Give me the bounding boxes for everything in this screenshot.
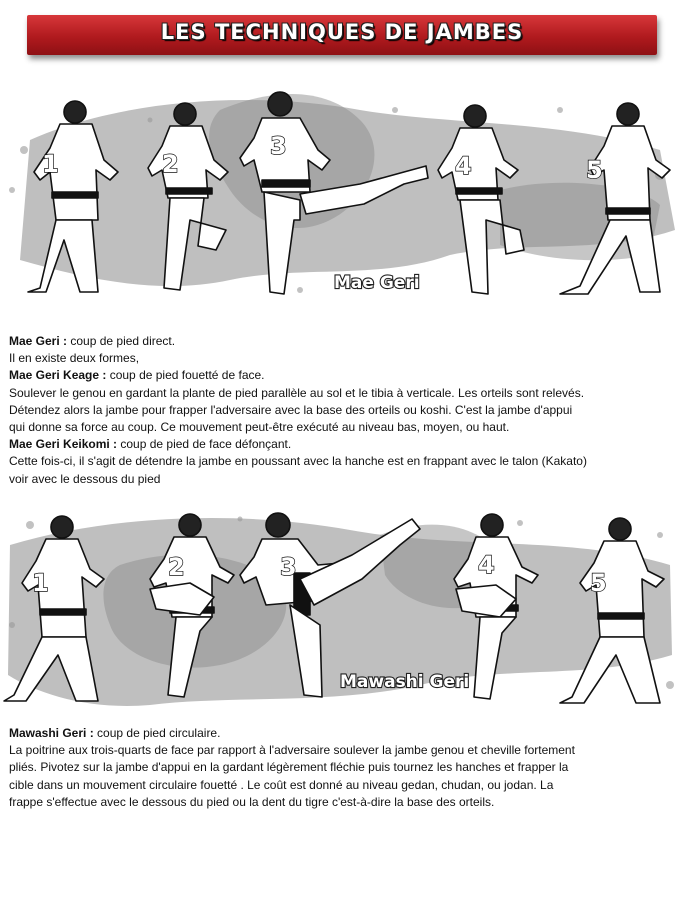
mae-geri-illustration	[0, 80, 682, 310]
mae-geri-number-4: 4	[455, 152, 472, 180]
title-banner	[27, 15, 657, 55]
mawashi-geri-illustration	[0, 505, 682, 720]
text-line: Détendez alors la jambe pour frapper l'adversaire avec la base des orteils ou koshi. C'est la jambe d'appui	[9, 402, 573, 417]
text-line: Il en existe deux formes,	[9, 351, 140, 366]
mawashi-geri-number-4: 4	[478, 551, 495, 579]
mawashi-geri-number-2: 2	[168, 553, 185, 581]
text-line: Mae Geri : coup de pied direct.	[9, 334, 176, 348]
text-line: Mae Geri Keikomi : coup de pied de face défonçant.	[9, 437, 292, 452]
text-line: Mawashi Geri : coup de pied circulaire.	[9, 726, 221, 740]
text-line: cible dans un mouvement circulaire fouetté . Le coût est donné au niveau gedan, chudan, ou jodan. La	[9, 777, 554, 792]
mawashi-geri-label: Mawashi Geri	[340, 672, 470, 692]
mae-geri-number-3: 3	[270, 132, 287, 160]
text-line: voir avec le dessous du pied	[9, 471, 161, 486]
mae-geri-number-1: 1	[42, 150, 59, 178]
mawashi-geri-number-5: 5	[590, 569, 607, 597]
text-line: Mae Geri Keage : coup de pied fouetté de face.	[9, 368, 265, 383]
text-line: Cette fois-ci, il s'agit de détendre la jambe en poussant avec la hanche est en frappant avec le talon (Kakato)	[9, 454, 587, 469]
mawashi-geri-number-1: 1	[32, 569, 49, 597]
text-line: La poitrine aux trois-quarts de face par rapport à l'adversaire soulever la jambe genou et cheville fortement	[9, 743, 575, 758]
mae-geri-number-5: 5	[586, 156, 603, 184]
mawashi-geri-description	[9, 725, 677, 811]
text-line: qui donne sa force au coup. Ce mouvement peut-être exécuté au niveau bas, moyen, ou haut.	[9, 420, 510, 435]
mae-geri-description	[9, 333, 677, 488]
text-line: pliés. Pivotez sur la jambe d'appui en la gardant légèrement fléchie puis tournez les hanches et frapper la	[9, 760, 569, 775]
mawashi-geri-number-3: 3	[280, 553, 297, 581]
page-title: LES TECHNIQUES DE JAMBES	[160, 20, 524, 44]
mae-geri-label: Mae Geri	[334, 273, 420, 293]
mae-geri-number-2: 2	[162, 150, 179, 178]
text-line: frappe s'effectue avec le dessous du pied ou la dent du tigre c'est-à-dire la base des orteils.	[9, 794, 495, 809]
text-line: Soulever le genou en gardant la plante de pied parallèle au sol et le tibia à verticale. Les orteils sont relevés.	[9, 385, 585, 400]
